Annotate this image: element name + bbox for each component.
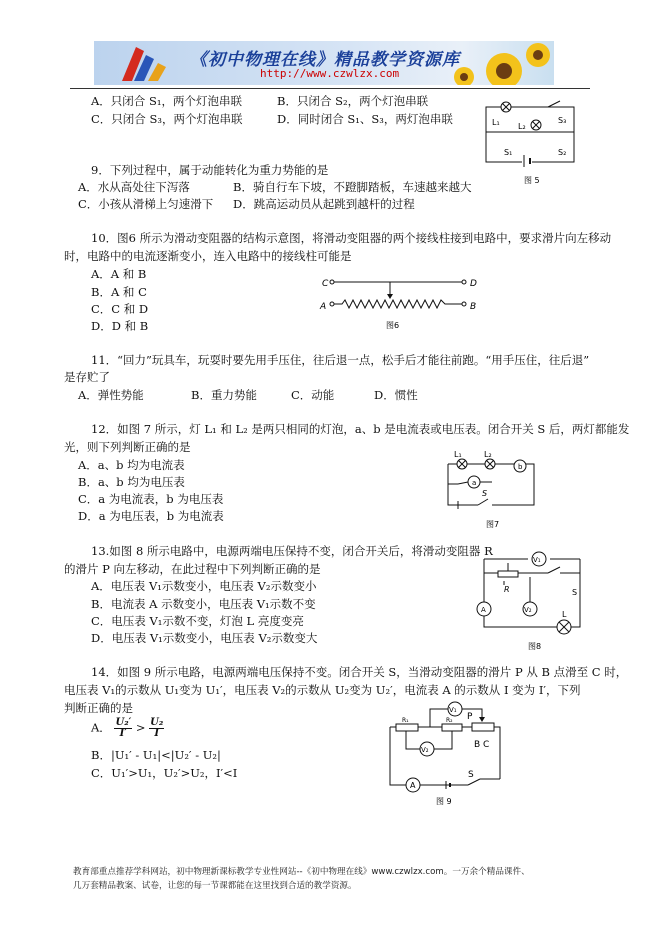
q14-option-a-operator: >: [135, 720, 146, 735]
q9-option-b: B．骑自行车下坡，不蹬脚踏板，车速越来越大: [233, 180, 472, 194]
fig9-v2-label: V₂: [421, 746, 429, 754]
fig9-r1-label: R₁: [402, 717, 409, 724]
q12-stem-line1: 12．如图 7 所示，灯 L₁ 和 L₂ 是两只相同的灯泡，a、b 是电流表或电压表。闭合开关 S 后，两灯都能发: [91, 422, 630, 436]
q14-fraction-1-denominator: I′: [119, 728, 127, 739]
q11-stem-line1: 11．“回力”玩具车，玩耍时要先用手压住，往后退一点，松手后才能往前跑。“用手压住，往后退”: [91, 353, 590, 367]
fig9-s-label: S: [468, 770, 474, 780]
header-rule: [70, 88, 590, 89]
q14-fraction-2: [149, 718, 164, 739]
q14-fraction-1: [114, 718, 132, 739]
figure-6-rheostat: [318, 272, 488, 334]
fig9-bc-label: B C: [474, 740, 490, 750]
q9-option-d: D．跳高运动员从起跳到越杆的过程: [233, 197, 415, 211]
q13-option-b: B．电流表 A 示数变小，电压表 V₁示数不变: [91, 597, 316, 611]
q14-fraction-1-numerator: U₂′: [115, 717, 132, 728]
fig7-a-label: a: [472, 479, 477, 487]
q12-option-c: C．a 为电流表，b 为电压表: [78, 492, 224, 506]
figure-8-circuit: [468, 545, 593, 653]
banner-title: 《初中物理在线》精品教学资源库: [190, 50, 460, 70]
fig6-a-label: A: [320, 302, 327, 312]
q9-option-c: C．小孩从滑梯上匀速滑下: [78, 197, 214, 211]
q13-stem-line2: 的滑片 P 向左移动，在此过程中下列判断正确的是: [64, 562, 321, 576]
footer-line-2: 几万套精品教案、试卷，让您的每一节课都能在这里找到合适的教学资源。: [73, 881, 357, 891]
q11-option-b: B．重力势能: [191, 388, 257, 402]
q9-option-a: A．水从高处往下泻落: [78, 180, 190, 194]
fig8-a-label: A: [481, 606, 486, 614]
fig7-s-label: S: [482, 489, 488, 498]
q12-option-a: A．a、b 均为电流表: [78, 458, 185, 472]
footer-line-1: 教育部重点推荐学科网站，初中物理新课标教学专业性网站--《初中物理在线》www.czwlzx.com。一万余个精品课件、: [73, 867, 530, 877]
fig7-caption: 图7: [486, 520, 500, 529]
fig6-b-label: B: [470, 302, 477, 312]
q11-option-c: C．动能: [291, 388, 335, 402]
fig7-b-label: b: [518, 463, 523, 471]
q14-fraction-2-denominator: I: [154, 728, 160, 739]
q10-option-a: A．A 和 B: [91, 267, 147, 281]
q13-option-a: A．电压表 V₁示数变小，电压表 V₂示数变小: [91, 579, 317, 593]
fig8-s-label: S: [572, 588, 578, 597]
site-logo: [114, 41, 184, 85]
q10-option-c: C．C 和 D: [91, 302, 149, 316]
fig8-r-label: R: [504, 585, 510, 594]
q14-stem-line2: 电压表 V₁的示数从 U₁变为 U₁′，电压表 V₂的示数从 U₂变为 U₂′，电流表 A 的示数从 I 变为 I′，下列: [64, 683, 581, 697]
fig8-v1-label: V₁: [533, 556, 541, 564]
fig9-a-label: A: [410, 781, 416, 790]
q8-option-b: B．只闭合 S₂，两个灯泡串联: [277, 94, 429, 108]
fig9-v1-label: V₁: [449, 706, 457, 714]
q14-option-b: B．|U₁′ - U₁|<|U₂′ - U₂|: [91, 748, 221, 762]
fig9-p-label: P: [467, 712, 473, 722]
fig5-s1-label: S₁: [504, 148, 513, 157]
fig7-l1-label: L₁: [454, 450, 462, 459]
q12-option-b: B．a、b 均为电压表: [78, 475, 185, 489]
q8-option-c: C．只闭合 S₃，两个灯泡串联: [91, 112, 243, 126]
q8-option-d: D．同时闭合 S₁、S₃，两灯泡串联: [277, 112, 453, 126]
q14-option-c: C．U₁′>U₁，U₂′>U₂，I′<I: [91, 766, 238, 780]
q13-option-c: C．电压表 V₁示数不变，灯泡 L 亮度变亮: [91, 614, 304, 628]
q14-option-a-prefix: A．: [91, 720, 111, 735]
q14-fraction-2-numerator: U₂: [150, 717, 164, 728]
figure-5-circuit: [478, 97, 588, 192]
fig6-c-label: C: [322, 279, 329, 289]
q13-stem-line1: 13.如图 8 所示电路中，电源两端电压保持不变，闭合开关后，将滑动变阻器 R: [91, 544, 493, 558]
fig5-s2-label: S₂: [558, 148, 567, 157]
fig6-caption: 图6: [386, 321, 400, 330]
fig9-caption: 图 9: [436, 797, 452, 806]
q8-option-a: A．只闭合 S₁，两个灯泡串联: [91, 94, 242, 108]
sunflower-decoration: [434, 41, 554, 85]
fig9-r2-label: R₂: [446, 717, 453, 724]
q11-option-d: D．惯性: [374, 388, 418, 402]
fig8-v2-label: V₂: [524, 606, 532, 614]
q14-stem-line1: 14．如图 9 所示电路，电源两端电压保持不变。闭合开关 S，当滑动变阻器的滑片 P 从 B 点滑至 C 时，: [91, 665, 628, 679]
q14-option-a: [91, 718, 164, 739]
q9-stem: 9．下列过程中，属于动能转化为重力势能的是: [91, 163, 329, 177]
fig5-l2-label: L₂: [518, 122, 526, 131]
q10-stem-line2: 时，电路中的电流逐渐变小，连入电路中的接线柱可能是: [64, 249, 352, 263]
q13-option-d: D．电压表 V₁示数变小，电压表 V₂示数变大: [91, 631, 318, 645]
q11-option-a: A．弹性势能: [78, 388, 144, 402]
header-banner: [94, 41, 554, 85]
fig8-caption: 图8: [528, 642, 542, 651]
fig5-s3-label: S₃: [558, 116, 567, 125]
fig5-caption: 图 5: [524, 176, 540, 185]
q10-stem-line1: 10．图6 所示为滑动变阻器的结构示意图，将滑动变阻器的两个接线柱接到电路中，要求滑片向左移动: [91, 231, 612, 245]
q10-option-b: B．A 和 C: [91, 285, 147, 299]
q12-option-d: D．a 为电压表，b 为电流表: [78, 509, 224, 523]
fig5-l1-label: L₁: [492, 118, 500, 127]
q14-stem-line3: 判断正确的是: [64, 701, 133, 715]
banner-url: http://www.czwlzx.com: [260, 67, 400, 80]
figure-7-circuit: [434, 449, 544, 531]
fig6-d-label: D: [470, 279, 477, 289]
q11-stem-line2: 是存贮了: [64, 370, 110, 384]
q12-stem-line2: 光，则下列判断正确的是: [64, 440, 191, 454]
fig8-l-label: L: [562, 610, 567, 619]
fig7-l2-label: L₂: [484, 450, 492, 459]
q10-option-d: D．D 和 B: [91, 319, 149, 333]
figure-9-circuit: [382, 697, 512, 809]
